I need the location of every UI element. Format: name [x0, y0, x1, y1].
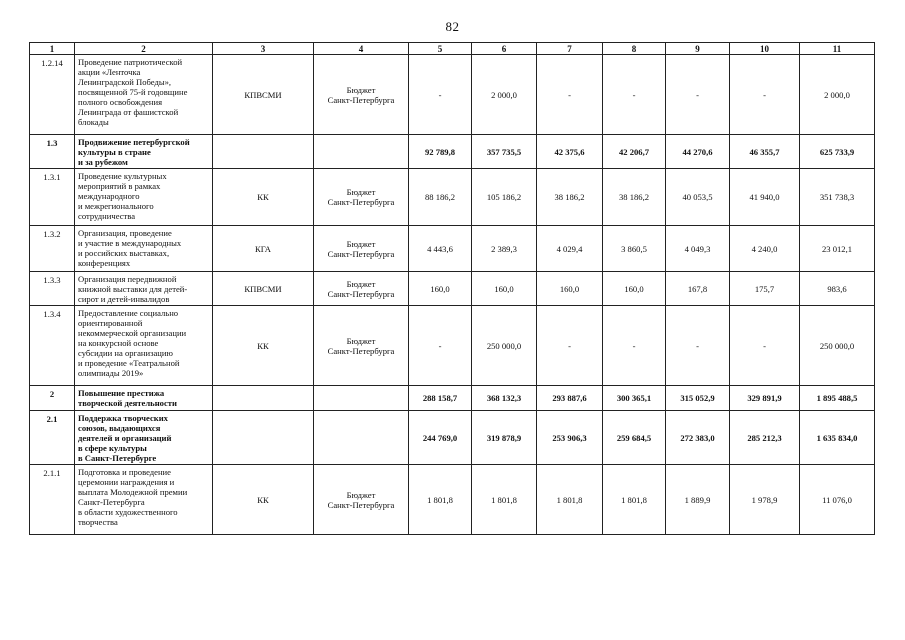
item-name-line: в Санкт-Петербурге	[78, 453, 157, 463]
amount-cell: 92 789,8	[409, 135, 472, 169]
executor: КГА	[213, 226, 314, 272]
item-name-line: Проведение культурных	[78, 171, 167, 181]
amount-cell: 315 052,9	[666, 386, 730, 411]
funding-source	[314, 465, 409, 535]
executor: КК	[213, 169, 314, 226]
funding-source-line: Бюджет	[346, 278, 376, 289]
amount-cell: -	[666, 55, 730, 135]
amount-cell: 329 891,9	[730, 386, 800, 411]
amount-cell: 319 878,9	[472, 411, 537, 465]
item-name-line: Санкт-Петербурга	[78, 497, 145, 507]
item-name-line: акции «Ленточка	[78, 67, 141, 77]
item-number: 2.1.1	[30, 465, 75, 535]
item-name-line: деятелей и организаций	[78, 433, 172, 443]
amount-cell: 46 355,7	[730, 135, 800, 169]
table-row	[30, 169, 875, 226]
amount-cell: 11 076,0	[800, 465, 875, 535]
funding-source	[314, 135, 409, 169]
funding-source-line: Санкт-Петербурга	[327, 499, 395, 510]
item-name	[75, 272, 213, 306]
item-name-line: Организация передвижной	[78, 274, 177, 284]
funding-source-line: Санкт-Петербурга	[327, 288, 395, 299]
amount-cell: 88 186,2	[409, 169, 472, 226]
item-name	[75, 465, 213, 535]
amount-cell: 167,8	[666, 272, 730, 306]
amount-cell: 105 186,2	[472, 169, 537, 226]
funding-source	[314, 226, 409, 272]
amount-cell: 40 053,5	[666, 169, 730, 226]
amount-cell: -	[409, 55, 472, 135]
amount-cell: 23 012,1	[800, 226, 875, 272]
column-header: 1	[30, 43, 75, 55]
item-name-line: и российских выставках,	[78, 248, 170, 258]
amount-cell: 1 895 488,5	[800, 386, 875, 411]
executor: КК	[213, 306, 314, 386]
executor	[213, 411, 314, 465]
item-name-line: сирот и детей-инвалидов	[78, 294, 170, 304]
item-name-line: книжной выставки для детей-	[78, 284, 188, 294]
table-row	[30, 411, 875, 465]
item-name-line: ориентированной	[78, 318, 143, 328]
item-number: 1.3.1	[30, 169, 75, 226]
item-name-line: полного освобождения	[78, 97, 163, 107]
column-header: 2	[75, 43, 213, 55]
amount-cell: -	[409, 306, 472, 386]
amount-cell: 250 000,0	[472, 306, 537, 386]
column-header: 11	[800, 43, 875, 55]
budget-table	[29, 42, 875, 535]
item-name-line: Ленинградской Победы»,	[78, 77, 172, 87]
table-row	[30, 306, 875, 386]
amount-cell: 4 240,0	[730, 226, 800, 272]
funding-source-line: Санкт-Петербурга	[327, 248, 395, 259]
amount-cell: 175,7	[730, 272, 800, 306]
item-name-line: субсидии на организацию	[78, 348, 173, 358]
amount-cell: 259 684,5	[603, 411, 666, 465]
amount-cell: 1 801,8	[409, 465, 472, 535]
table-row	[30, 226, 875, 272]
column-header: 8	[603, 43, 666, 55]
amount-cell: 3 860,5	[603, 226, 666, 272]
funding-source	[314, 272, 409, 306]
amount-cell: 4 029,4	[537, 226, 603, 272]
item-name-line: церемонии награждения и	[78, 477, 175, 487]
item-name-line: в области художественного	[78, 507, 178, 517]
item-name-line: творчества	[78, 517, 118, 527]
item-number: 2	[30, 386, 75, 411]
amount-cell: 244 769,0	[409, 411, 472, 465]
table-row	[30, 272, 875, 306]
item-name-line: Подготовка и проведение	[78, 467, 171, 477]
funding-source	[314, 386, 409, 411]
item-name-line: и за рубежом	[78, 157, 128, 167]
funding-source-line: Бюджет	[346, 238, 376, 249]
item-name-line: Ленинграда от фашистской	[78, 107, 179, 117]
item-name	[75, 226, 213, 272]
amount-cell: -	[730, 55, 800, 135]
executor	[213, 386, 314, 411]
item-name-line: Проведение патриотической	[78, 57, 183, 67]
column-header: 3	[213, 43, 314, 55]
item-name-line: посвященной 75-й годовщине	[78, 87, 188, 97]
item-name	[75, 411, 213, 465]
amount-cell: 38 186,2	[603, 169, 666, 226]
column-header: 5	[409, 43, 472, 55]
amount-cell: 38 186,2	[537, 169, 603, 226]
amount-cell: 272 383,0	[666, 411, 730, 465]
table-row	[30, 386, 875, 411]
executor: КПВСМИ	[213, 272, 314, 306]
funding-source-line: Бюджет	[346, 187, 376, 197]
table-row	[30, 465, 875, 535]
funding-source	[314, 411, 409, 465]
item-name-line: и межрегионального	[78, 201, 154, 211]
column-header-row	[30, 43, 875, 55]
funding-source-line: Бюджет	[346, 84, 376, 95]
amount-cell: 160,0	[409, 272, 472, 306]
item-name-line: творческой деятельности	[78, 398, 177, 408]
item-name-line: мероприятий в рамках	[78, 181, 161, 191]
amount-cell: -	[666, 306, 730, 386]
item-number: 1.3.4	[30, 306, 75, 386]
item-name-line: блокады	[78, 117, 109, 127]
item-name-line: международного	[78, 191, 140, 201]
item-number: 1.3	[30, 135, 75, 169]
item-name-line: сотрудничества	[78, 211, 136, 221]
amount-cell: 2 389,3	[472, 226, 537, 272]
funding-source-line: Бюджет	[346, 489, 376, 500]
funding-source	[314, 169, 409, 226]
item-name-line: Предоставление социально	[78, 308, 179, 318]
amount-cell: 4 443,6	[409, 226, 472, 272]
amount-cell: 1 978,9	[730, 465, 800, 535]
item-name-line: союзов, выдающихся	[78, 423, 161, 433]
amount-cell: 4 049,3	[666, 226, 730, 272]
executor: КК	[213, 465, 314, 535]
amount-cell: 42 206,7	[603, 135, 666, 169]
amount-cell: 1 801,8	[537, 465, 603, 535]
item-name-line: в сфере культуры	[78, 443, 147, 453]
item-name-line: Поддержка творческих	[78, 413, 168, 423]
item-name	[75, 386, 213, 411]
amount-cell: 2 000,0	[800, 55, 875, 135]
amount-cell: 357 735,5	[472, 135, 537, 169]
amount-cell: 41 940,0	[730, 169, 800, 226]
amount-cell: 983,6	[800, 272, 875, 306]
funding-source-line: Санкт-Петербурга	[327, 197, 395, 207]
item-name	[75, 306, 213, 386]
item-number: 2.1	[30, 411, 75, 465]
amount-cell: 160,0	[472, 272, 537, 306]
amount-cell: 285 212,3	[730, 411, 800, 465]
amount-cell: -	[603, 306, 666, 386]
item-name-line: выплата Молодежной премии	[78, 487, 188, 497]
amount-cell: 1 889,9	[666, 465, 730, 535]
funding-source-line: Санкт-Петербурга	[327, 345, 395, 356]
column-header: 7	[537, 43, 603, 55]
item-number: 1.3.2	[30, 226, 75, 272]
amount-cell: 293 887,6	[537, 386, 603, 411]
column-header: 6	[472, 43, 537, 55]
funding-source	[314, 306, 409, 386]
amount-cell: 2 000,0	[472, 55, 537, 135]
item-name-line: на конкурсной основе	[78, 338, 159, 348]
amount-cell: 300 365,1	[603, 386, 666, 411]
funding-source-line: Санкт-Петербурга	[327, 94, 395, 105]
amount-cell: 288 158,7	[409, 386, 472, 411]
amount-cell: -	[537, 306, 603, 386]
funding-source-line: Бюджет	[346, 335, 376, 346]
column-header: 9	[666, 43, 730, 55]
table-row	[30, 135, 875, 169]
amount-cell: 1 635 834,0	[800, 411, 875, 465]
page-number: 82	[445, 19, 460, 34]
amount-cell: 368 132,3	[472, 386, 537, 411]
amount-cell: 253 906,3	[537, 411, 603, 465]
amount-cell: 160,0	[603, 272, 666, 306]
amount-cell: 250 000,0	[800, 306, 875, 386]
funding-source	[314, 55, 409, 135]
column-header: 4	[314, 43, 409, 55]
item-name-line: культуры в стране	[78, 147, 151, 157]
item-name	[75, 169, 213, 226]
amount-cell: 351 738,3	[800, 169, 875, 226]
item-number: 1.3.3	[30, 272, 75, 306]
amount-cell: -	[603, 55, 666, 135]
amount-cell: -	[537, 55, 603, 135]
item-name-line: конференциях	[78, 258, 131, 268]
column-header: 10	[730, 43, 800, 55]
amount-cell: 42 375,6	[537, 135, 603, 169]
amount-cell: 625 733,9	[800, 135, 875, 169]
item-name-line: некоммерческой организации	[78, 328, 187, 338]
amount-cell: 1 801,8	[603, 465, 666, 535]
item-name-line: и проведение «Театральной	[78, 358, 180, 368]
amount-cell: 44 270,6	[666, 135, 730, 169]
amount-cell: 160,0	[537, 272, 603, 306]
executor: КПВСМИ	[213, 55, 314, 135]
item-name-line: Организация, проведение	[78, 228, 172, 238]
item-name-line: Повышение престижа	[78, 388, 165, 398]
amount-cell: 1 801,8	[472, 465, 537, 535]
item-name-line: Продвижение петербургской	[78, 137, 190, 147]
amount-cell: -	[730, 306, 800, 386]
executor	[213, 135, 314, 169]
item-name	[75, 55, 213, 135]
item-number: 1.2.14	[30, 55, 75, 135]
item-name-line: олимпиады 2019»	[78, 368, 144, 378]
table-row	[30, 55, 875, 135]
item-name-line: и участие в международных	[78, 238, 182, 248]
item-name	[75, 135, 213, 169]
